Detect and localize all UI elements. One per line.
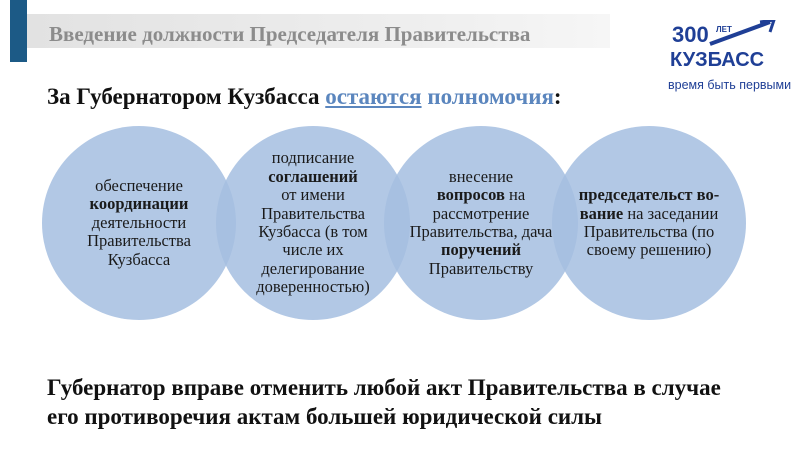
logo-mark-icon	[670, 20, 780, 68]
circle-agreements	[216, 126, 410, 320]
logo-number: 300	[672, 22, 709, 47]
subtitle	[47, 84, 562, 110]
circle-3-bold1: вопросов	[436, 185, 505, 205]
logo	[660, 12, 796, 98]
circle-3-line2: на рассмотрение Правительства, дача	[409, 185, 553, 241]
circle-2-line2: от имени Правительства Кузбасса (в том числе их делегирование доверенностью)	[256, 185, 370, 297]
circle-3-line1: внесение	[448, 166, 514, 186]
circle-3-bold2: поручений	[440, 240, 522, 260]
circle-4-line2: на заседании Правительства (по своему решению)	[583, 203, 719, 260]
circle-chairing	[552, 126, 746, 320]
circle-1-bold: координации	[89, 194, 189, 214]
subtitle-part5: :	[553, 84, 562, 109]
circle-2-bold: соглашений	[268, 166, 358, 186]
circle-3-line3: Правительству	[428, 258, 534, 278]
circle-coordination	[42, 126, 236, 320]
subtitle-highlight-powers: полномочия	[427, 84, 554, 109]
page-title: Введение должности Председателя Правительства	[49, 22, 531, 46]
circle-4-bold: председательст во-вание	[578, 185, 720, 223]
subtitle-part1: За Губернатором Кузбасса	[47, 84, 326, 109]
logo-small: ЛЕТ	[716, 25, 732, 34]
circle-1-line1: обеспечение	[95, 175, 183, 195]
circle-1-line2: деятельности Правительства Кузбасса	[87, 212, 191, 269]
logo-name: КУЗБАСС	[670, 49, 765, 68]
logo-tagline: время быть первыми	[668, 78, 792, 92]
subtitle-highlight-remain: остаются	[325, 84, 422, 109]
circle-2-line1: подписание	[271, 148, 355, 168]
accent-bar	[10, 0, 27, 62]
footer-statement: Губернатор вправе отменить любой акт Правительства в случае его противоречия актам большей юридической силы	[47, 375, 721, 429]
circle-issues	[384, 126, 578, 320]
